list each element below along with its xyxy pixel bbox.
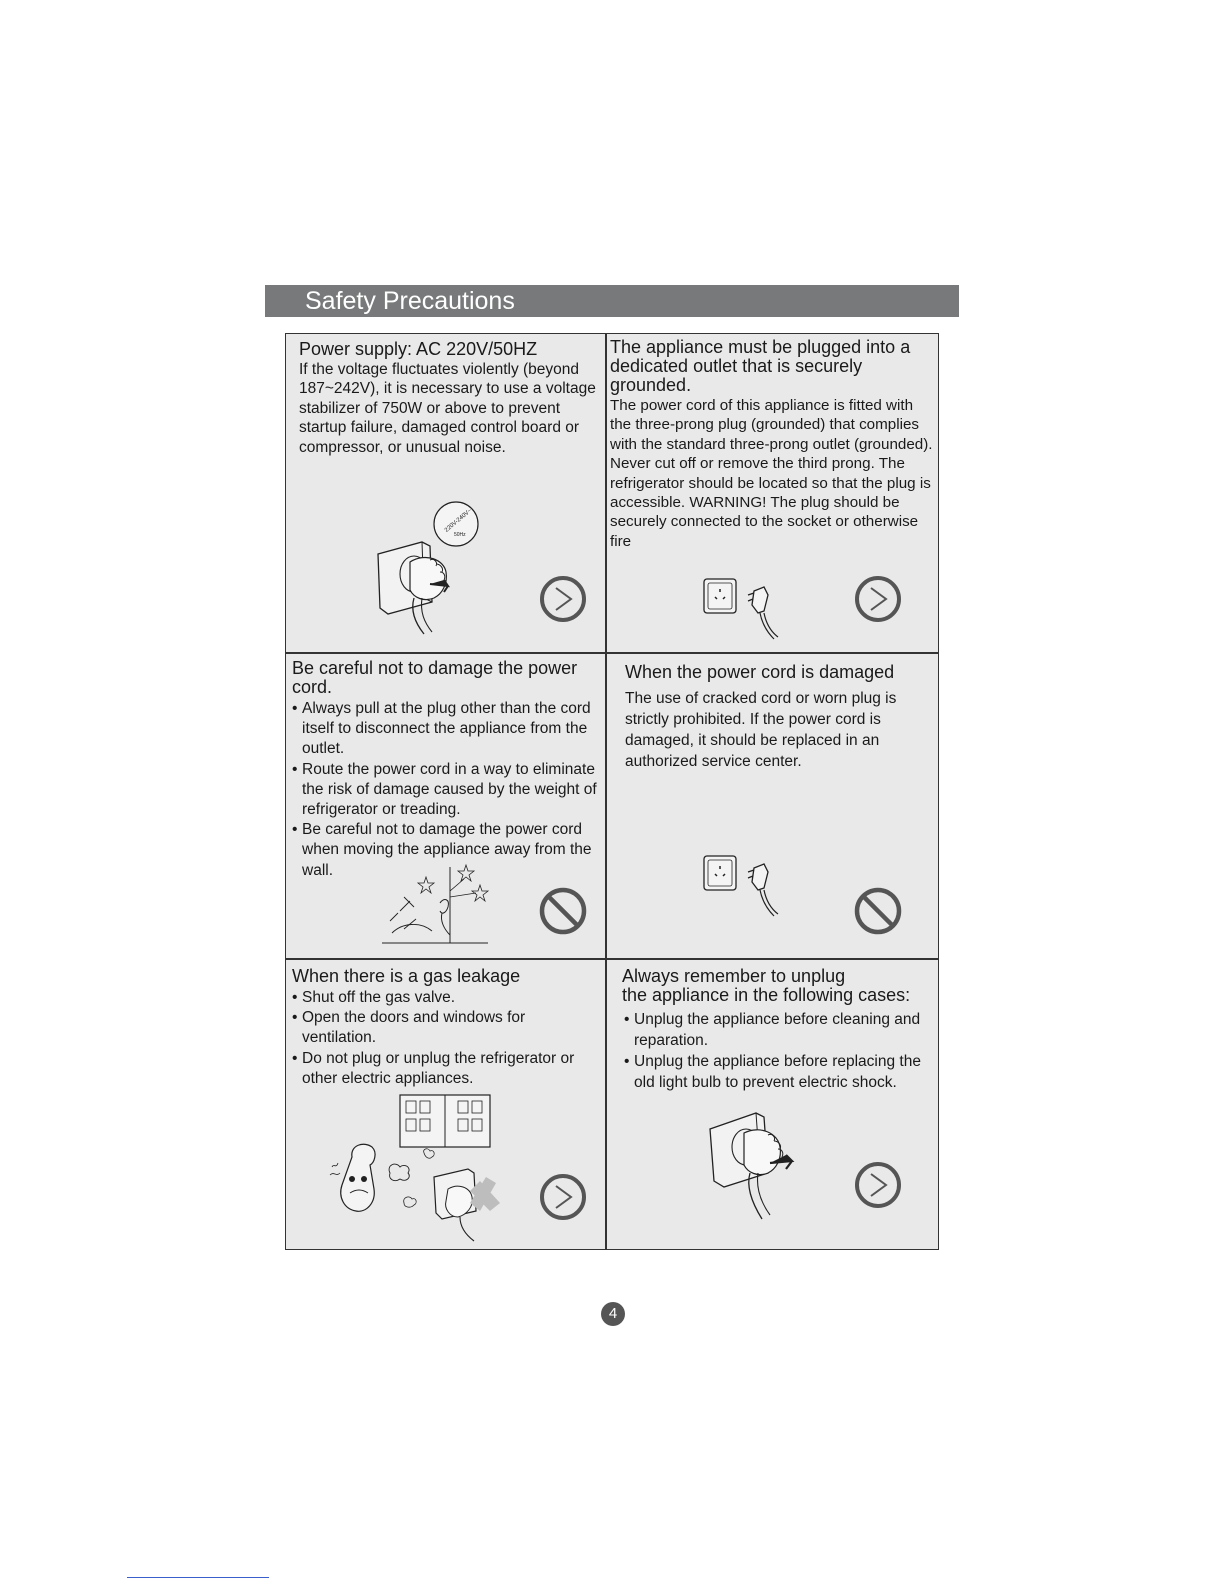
cell-body: If the voltage fluctuates violently (beyond 187~242V), it is necessary to use a voltage stabilizer of 750W or above to prevent startup failure, damaged control board or compressor, or unusual noise. bbox=[299, 361, 596, 456]
list-item: • Always pull at the plug other than the cord itself to disconnect the appliance from the outlet. bbox=[292, 699, 602, 760]
cell-power-cord-care bbox=[286, 653, 605, 958]
section-header-bar bbox=[265, 285, 959, 317]
cell-unplug-cases bbox=[606, 959, 940, 1251]
prohibited-icon bbox=[854, 887, 902, 935]
list-item: • Shut off the gas valve. bbox=[292, 988, 602, 1008]
cell-heading-line: Always remember to unplug bbox=[622, 966, 846, 986]
outlet-and-plug-illustration bbox=[702, 577, 792, 641]
page-number: 4 bbox=[601, 1302, 625, 1326]
page-title: Safety Precautions bbox=[305, 287, 515, 315]
voltage-badge-sub: 50Hz bbox=[454, 532, 466, 538]
cell-power-supply bbox=[286, 334, 605, 652]
cell-grounded-outlet bbox=[606, 334, 940, 652]
do-icon bbox=[539, 575, 587, 623]
list-item: • Unplug the appliance before replacing the old light bulb to prevent electric shock. bbox=[624, 1051, 937, 1093]
cell-heading: When there is a gas leakage bbox=[292, 966, 521, 986]
voltage-badge-text: 220V-240V~ bbox=[443, 507, 474, 534]
cell-heading: The appliance must be plugged into a dedicated outlet that is securely grounded. bbox=[610, 337, 911, 395]
cell-gas-leakage bbox=[286, 959, 605, 1251]
list-item: • Route the power cord in a way to eliminate the risk of damage caused by the weight of refrigerator or treading. bbox=[292, 760, 602, 821]
unplug-illustration bbox=[706, 1107, 816, 1225]
list-item: • Do not plug or unplug the refrigerator or other electric appliances. bbox=[292, 1049, 602, 1089]
damaged-cord-illustration bbox=[380, 861, 492, 947]
cell-body: The use of cracked cord or worn plug is strictly prohibited. If the power cord is damaged, it should be replaced in an authorized service center. bbox=[625, 690, 897, 770]
cell-heading: Be careful not to damage the power cord. bbox=[292, 658, 578, 697]
cell-heading: When the power cord is damaged bbox=[625, 662, 895, 682]
footer-link-line bbox=[127, 1577, 269, 1578]
cell-damaged-cord bbox=[606, 653, 940, 958]
do-icon bbox=[854, 1161, 902, 1209]
cell-body: The power cord of this appliance is fitted with the three-prong plug (grounded) that complies with the standard three-prong outlet (grounded). Never cut off or remove the third prong. The refrigerator should be located so that the plug is accessible. WARNING! The plug should be securely connected to the socket or otherwise fire bbox=[610, 397, 933, 550]
cell-heading: Power supply: AC 220V/50HZ bbox=[299, 339, 538, 359]
list-item: • Open the doors and windows for ventilation. bbox=[292, 1008, 602, 1048]
do-icon bbox=[539, 1173, 587, 1221]
cell-heading-line: the appliance in the following cases: bbox=[622, 985, 911, 1005]
do-icon bbox=[854, 575, 902, 623]
list-item: • Be careful not to damage the power cord when moving the appliance away from the wall. bbox=[292, 820, 602, 881]
gas-leak-illustration bbox=[330, 1093, 510, 1243]
outlet-and-plug-illustration bbox=[702, 854, 792, 918]
safety-grid bbox=[285, 333, 939, 1250]
prohibited-icon bbox=[539, 887, 587, 935]
plug-in-socket-illustration bbox=[374, 502, 494, 642]
list-item: • Unplug the appliance before cleaning and reparation. bbox=[624, 1009, 937, 1051]
